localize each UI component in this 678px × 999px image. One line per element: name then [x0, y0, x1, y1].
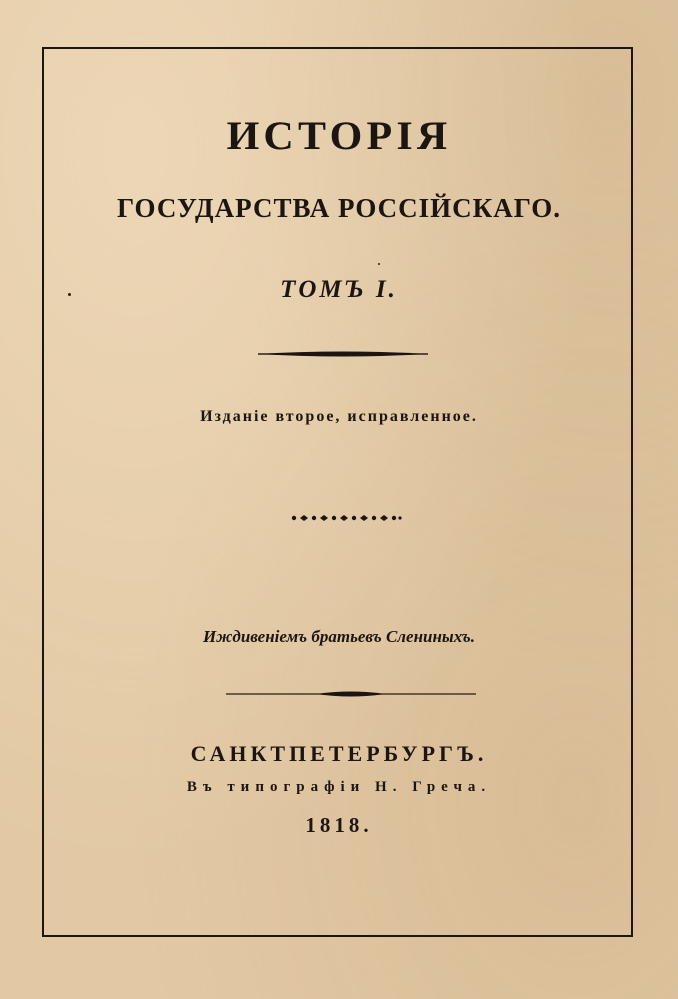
edition-note: Изданіе второе, исправленное. [200, 408, 478, 425]
decorative-rule-top [258, 348, 428, 360]
border-frame [42, 47, 633, 937]
book-title: ИСТОРІЯ [226, 113, 452, 158]
decorative-rule-bottom [226, 688, 476, 700]
volume-number: ТОМЪ I. [280, 276, 398, 303]
printing-house: Въ типографіи Н. Греча. [186, 779, 492, 795]
publication-year: 1818. [305, 813, 373, 837]
book-subtitle: ГОСУДАРСТВА РОССІЙСКАГО. [116, 193, 562, 223]
dotted-ornament [290, 512, 404, 524]
ink-speck [378, 263, 380, 265]
city-name: САНКТПЕТЕРБУРГЪ. [190, 741, 488, 766]
publisher-line: Иждивеніемъ братьевъ Слениныхъ. [203, 627, 475, 646]
